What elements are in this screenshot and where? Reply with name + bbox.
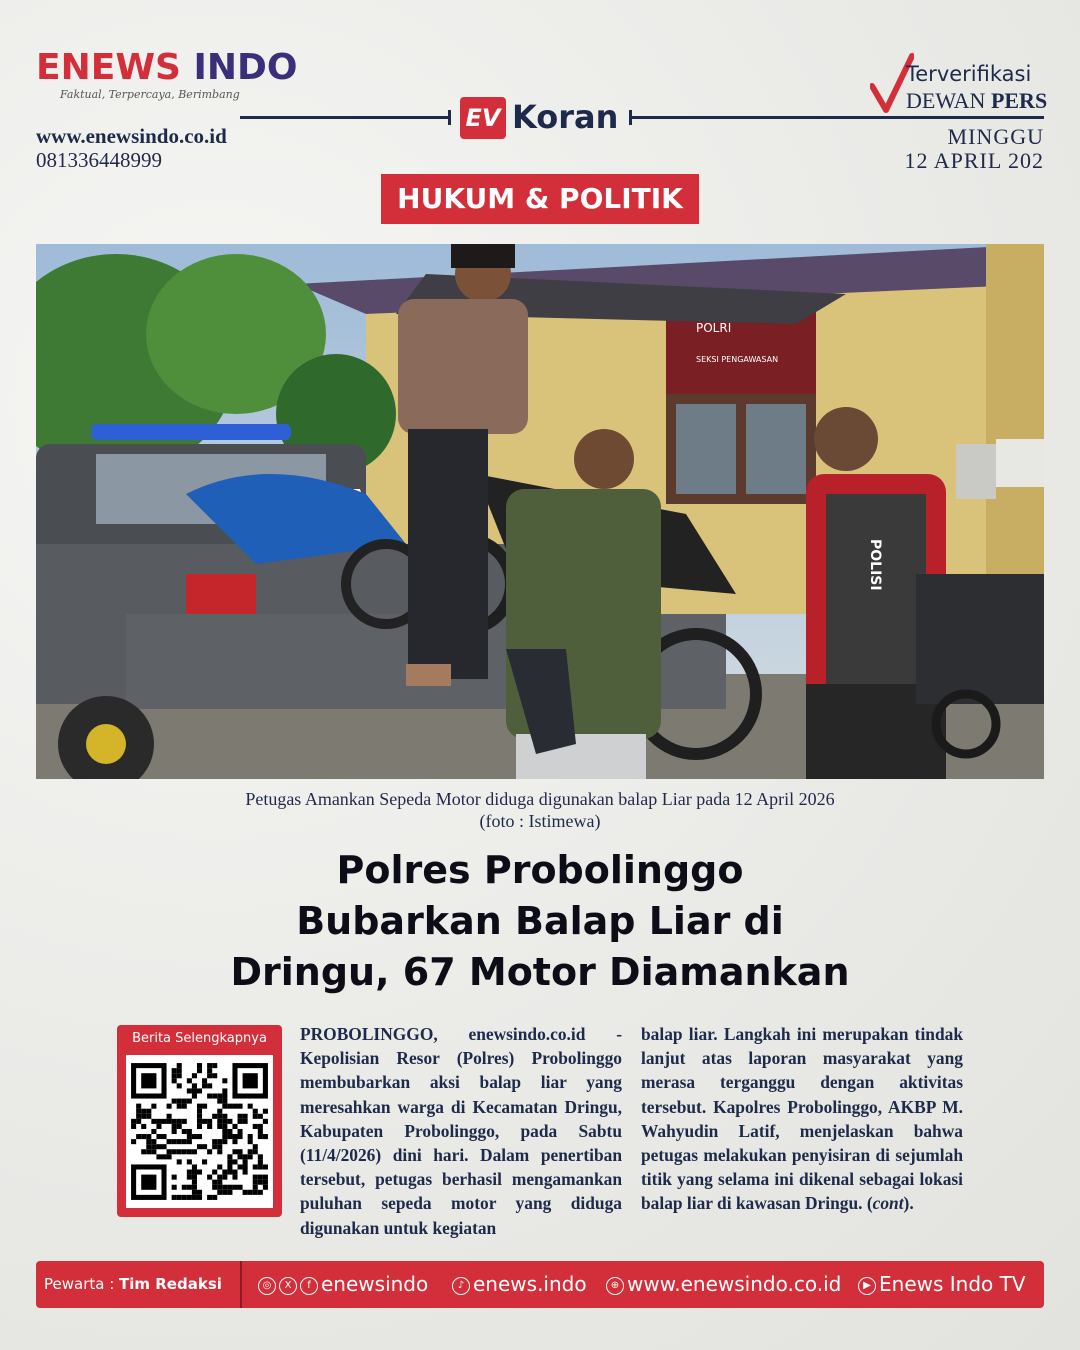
youtube-icon[interactable]: ▶ <box>858 1277 876 1295</box>
vest-text: POLISI <box>867 539 883 591</box>
press-council-label <box>906 88 1047 114</box>
website-url[interactable]: www.enewsindo.co.id <box>36 124 227 148</box>
website-link[interactable] <box>606 1261 841 1308</box>
sign-text-2: SEKSI PENGAWASAN <box>696 355 779 364</box>
tiktok-icon[interactable]: ♪ <box>452 1277 470 1295</box>
youtube-channel: Enews Indo TV <box>879 1272 1026 1296</box>
brand-part-2: INDO <box>193 47 298 88</box>
youtube-link[interactable] <box>858 1261 1026 1308</box>
edition-label: Koran <box>512 98 619 136</box>
qr-label: Berita Selengkapnya <box>132 1031 267 1046</box>
reporter-name: Tim Redaksi <box>119 1275 222 1293</box>
verified-label: Terverifikasi <box>906 62 1032 86</box>
article-column-2 <box>641 1022 963 1216</box>
category-badge: HUKUM & POLITIK <box>381 174 699 224</box>
issue-day: MINGGU <box>947 124 1044 149</box>
footer-website: www.enewsindo.co.id <box>627 1272 842 1296</box>
globe-icon[interactable]: ⊕ <box>606 1277 624 1295</box>
caption-line-2: (foto : Istimewa) <box>479 811 601 831</box>
rule-end-left <box>448 110 451 125</box>
qr-code-icon[interactable] <box>126 1055 273 1208</box>
photo-caption <box>36 788 1044 832</box>
article-column-1: PROBOLINGGO, enewsindo.co.id - Kepolisian Resor (Polres) Probolinggo membubarkan aksi balap liar yang meresahkan warga di Kecamatan Dringu, Kabupaten Probolinggo, pada Sabtu (11/4/2026) dini hari. Dalam penertiban tersebut, petugas berhasil mengamankan puluhan sepeda motor yang diduga digunakan untuk kegiatan <box>300 1024 622 1238</box>
rule-end-right <box>629 110 632 125</box>
reporter-credit <box>36 1261 240 1308</box>
news-photo <box>36 244 1044 779</box>
tagline: Faktual, Terpercaya, Berimbang <box>60 88 240 101</box>
reporter-label: Pewarta : <box>44 1275 120 1293</box>
brand-part-1: ENEWS <box>36 47 181 88</box>
qr-code-box[interactable] <box>117 1025 282 1217</box>
headline-line-3: Dringu, 67 Motor Diamankan <box>230 950 850 994</box>
ev-logo-icon: EV <box>460 97 506 139</box>
social-handle-link[interactable] <box>258 1261 428 1308</box>
article-column-2-text: balap liar. Langkah ini merupakan tindak lanjut atas laporan masyarakat yang merasa terganggu dengan aktivitas tersebut. Kapolres Probolinggo, AKBP M. Wahyudin Latif, menjelaskan bahwa petugas melakukan penyisiran di sejumlah titik yang selama ini dikenal sebagai lokasi balap liar di kawasan Dringu. ( <box>641 1024 963 1214</box>
article-column-2-end: ). <box>903 1193 914 1214</box>
issue-date: 12 APRIL 202 <box>904 148 1044 173</box>
footer-bar <box>36 1261 1044 1308</box>
headline-line-1: Polres Probolinggo <box>336 848 744 892</box>
masthead-rule-left <box>240 116 448 119</box>
brand-logo <box>36 47 298 88</box>
tiktok-link[interactable] <box>452 1261 587 1308</box>
press-council-part-1: DEWAN <box>906 88 986 113</box>
press-council-part-2: PERS <box>990 88 1048 113</box>
tiktok-handle: enews.indo <box>473 1272 587 1296</box>
headline <box>140 845 940 998</box>
article-cont-mark: cont <box>872 1193 904 1214</box>
instagram-icon[interactable]: ◎ <box>258 1277 276 1295</box>
sign-text-1: POLRI <box>696 321 732 335</box>
phone-number: 081336448999 <box>36 148 162 172</box>
footer-divider <box>240 1261 242 1308</box>
masthead-rule-right <box>632 116 1044 119</box>
facebook-icon[interactable]: f <box>300 1277 318 1295</box>
x-icon[interactable]: X <box>279 1277 297 1295</box>
caption-line-1: Petugas Amankan Sepeda Motor diduga digunakan balap Liar pada 12 April 2026 <box>245 789 835 809</box>
headline-line-2: Bubarkan Balap Liar di <box>296 899 784 943</box>
social-handle: enewsindo <box>321 1272 429 1296</box>
